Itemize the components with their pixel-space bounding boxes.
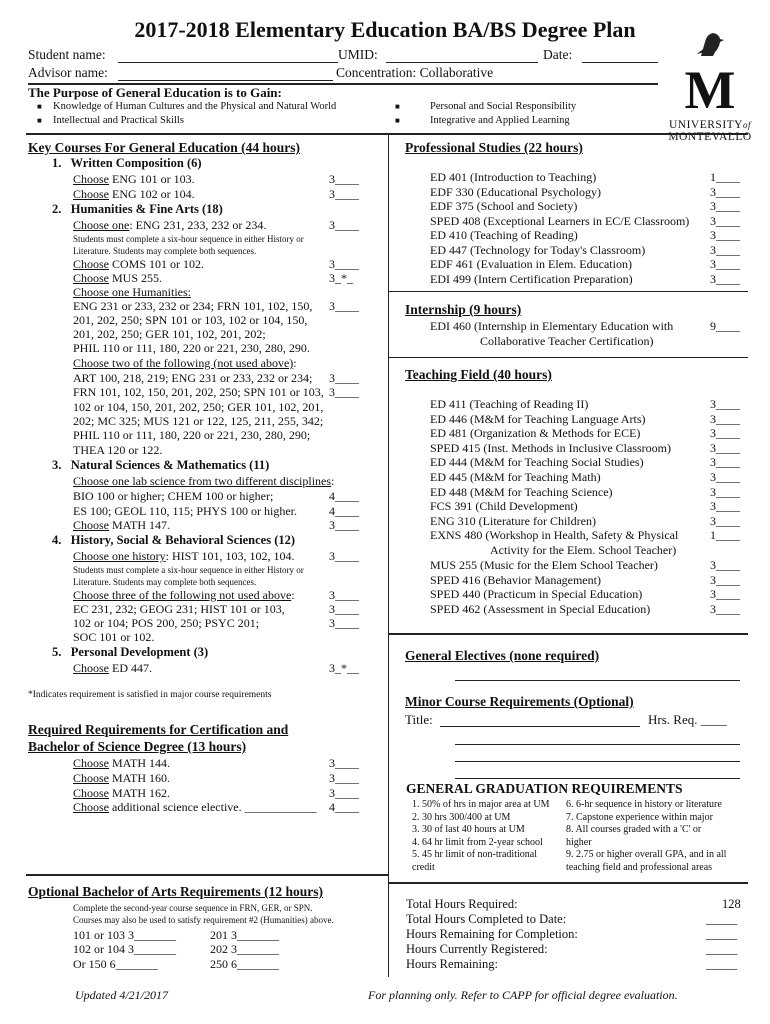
falcon-icon [693,30,727,58]
grad-right-list: 6. 6-hr sequence in history or literature 7. Capstone experience within major 8. All courses graded with a 'C' or higher 9. 2.75 or higher overall GPA, and in all teaching field and professional areas [566,799,727,873]
logo-letter: M [684,60,736,120]
teaching-course-14-credit[interactable]: 3____ [710,601,740,616]
exns-continued: Activity for the Elem. School Teacher) [490,543,677,557]
course-ed447: Choose ED 447. [73,661,152,675]
seq-note-2: Literature. Students may complete both sequences. [73,246,257,256]
umid-label: UMID: [338,47,378,62]
credit-ed447[interactable]: 3_*__ [329,661,359,675]
teaching-course-8: FCS 391 (Child Development) [430,499,578,514]
pd-heading: 5. Personal Development (3) [52,645,209,659]
teaching-course-9-credit[interactable]: 3____ [710,513,740,528]
ba-note-2: Courses may also be used to satisfy requirement #2 (Humanities) above. [73,915,334,925]
teaching-course-10: EXNS 480 (Workshop in Health, Safety & Physical [430,528,679,543]
prof-course-3-credit[interactable]: 3____ [710,199,740,213]
minor-heading: Minor Course Requirements (Optional) [405,694,634,709]
nsm-heading: 3. Natural Sciences & Mathematics (11) [52,458,270,472]
teaching-course-11: MUS 255 (Music for the Elem School Teacher) [430,558,658,572]
cert-heading-2: Bachelor of Science Degree (13 hours) [28,739,247,754]
two-line-2: FRN 101, 102, 150, 201, 202, 250; SPN 101 or 103, [73,385,324,399]
internship-divider [389,291,748,292]
credit-math144[interactable]: 3____ [329,756,359,770]
teaching-course-4: SPED 415 (Inst. Methods in Inclusive Classroom) [430,440,671,455]
student-name-field[interactable] [118,62,338,63]
credit-history[interactable]: 3____ [329,549,359,563]
two-line-4: 202; MC 325; MUS 121 or 122, 125, 211, 255, 342; [73,414,324,428]
concentration-label: Concentration: Collaborative [336,65,494,80]
purpose-bullet-3: ■ Personal and Social Responsibility [395,101,577,112]
two-line-6: THEA 120 or 122. [73,443,163,457]
gen-ed-heading: Key Courses For General Education (44 hours) [28,140,300,155]
advisor-name-field[interactable] [118,80,333,81]
prof-course-6: ED 447 (Technology for Today's Classroom) [430,242,646,257]
two-line-1: ART 100, 218, 219; ENG 231 or 233, 232 or 234; [73,371,313,385]
prof-course-7-credit[interactable]: 3____ [710,257,740,271]
prof-course-3: EDF 375 (School and Society) [430,199,578,213]
course-eng102: Choose ENG 102 or 104. [73,187,195,201]
prof-course-5-credit[interactable]: 3____ [710,228,740,242]
registered-field[interactable]: _____ [706,942,738,956]
ba-col1-3[interactable]: Or 150 6_______ [73,957,158,971]
hum-line-1: ENG 231 or 233, 232 or 234; FRN 101, 102, 150, [73,299,313,313]
cert-heading-1: Required Requirements for Certification and [28,722,289,737]
electives-heading: General Electives (none required) [405,648,600,663]
teaching-course-14: SPED 462 (Assessment in Special Education) [430,601,651,616]
credit-coms[interactable]: 3____ [329,257,359,271]
minor-title-label: Title: [405,712,433,727]
minor-hrs-label[interactable]: Hrs. Req. ____ [648,712,727,727]
teaching-course-10-credit[interactable]: 1____ [710,528,740,543]
internship-line-2: Collaborative Teacher Certification) [480,334,654,348]
prof-course-5: ED 410 (Teaching of Reading) [430,228,578,242]
teaching-course-3: ED 481 (Organization & Methods for ECE) [430,426,641,441]
credit-sci-2[interactable]: 4____ [329,504,359,518]
seq-note-1: Students must complete a six-hour sequence in either History or [73,234,304,244]
credit-science-elective[interactable]: 4____ [329,800,359,814]
course-mus: Choose MUS 255. [73,271,163,285]
internship-heading: Internship (9 hours) [405,302,522,317]
teaching-course-1: ED 411 (Teaching of Reading II) [430,397,589,411]
credit-math162[interactable]: 3____ [329,786,359,800]
two-label: Choose two of the following (not used above): [73,356,297,370]
remaining-completion-label: Hours Remaining for Completion: [406,927,578,941]
teaching-course-8-credit[interactable]: 3____ [710,499,740,514]
teaching-course-5: ED 444 (M&M for Teaching Social Studies) [430,455,644,470]
grad-heading: GENERAL GRADUATION REQUIREMENTS [406,781,683,796]
course-science-elective: Choose additional science elective. ____________ [73,800,317,814]
purpose-bullet-1: ■ Knowledge of Human Cultures and the Physical and Natural World [37,101,337,112]
teaching-course-13: SPED 440 (Practicum in Special Education) [430,587,643,602]
registered-label: Hours Currently Registered: [406,942,548,956]
credit-three-2[interactable]: 3____ [329,602,359,616]
electives-divider [389,633,748,635]
date-label: Date: [543,47,573,62]
teaching-course-7-credit[interactable]: 3____ [710,484,740,499]
credit-three-1[interactable]: 3____ [329,588,359,602]
total-required-value: 128 [722,897,741,911]
ba-col2-2[interactable]: 202 3_______ [210,942,279,956]
teaching-course-13-credit[interactable]: 3____ [710,587,740,602]
teaching-course-6: ED 445 (M&M for Teaching Math) [430,470,601,484]
course-eng101: Choose ENG 101 or 103. [73,172,195,186]
hum-line-3: 201, 202, 250; GER 101, 102, 201, 202; [73,327,266,341]
credit-hfa-one[interactable]: 3____ [329,218,359,232]
purpose-bullet-4: ■ Integrative and Applied Learning [395,115,570,126]
two-line-5: PHIL 110 or 111, 180, 220 or 221, 230, 280, 290; [73,428,311,442]
teaching-course-12: SPED 416 (Behavior Management) [430,572,601,587]
prof-course-8: EDI 499 (Intern Certification Preparation) [430,271,633,286]
hsbs-heading: 4. History, Social & Behavioral Sciences (12) [52,533,296,547]
ba-col1-2[interactable]: 102 or 104 3_______ [73,942,176,956]
prof-course-7: EDF 461 (Evaluation in Elem. Education) [430,257,632,271]
credit-mus[interactable]: 3_*_ [329,271,353,285]
three-line-2: 102 or 104; POS 200, 250; PSYC 201; [73,616,260,630]
wc-heading: 1. Written Composition (6) [52,156,202,170]
advisor-name-label: Advisor name: [28,65,108,80]
teaching-heading: Teaching Field (40 hours) [405,367,552,382]
minor-line-2[interactable] [455,761,740,762]
prof-course-1: ED 401 (Introduction to Teaching) [430,170,597,184]
totals-divider [389,882,748,884]
credit-hum[interactable]: 3____ [329,299,359,313]
seq-note-3: Students must complete a six-hour sequence in either History or [73,565,304,575]
ba-col1-1[interactable]: 101 or 103 3_______ [73,928,176,942]
minor-line-1[interactable] [455,744,740,745]
purpose-heading: The Purpose of General Education is to Gain: [28,85,282,100]
course-history: Choose one history: HIST 101, 103, 102, 104. [73,549,295,563]
logo-line1: UNIVERSITY [668,119,743,131]
ba-col2-1[interactable]: 201 3_______ [210,928,279,942]
minor-line-3[interactable] [455,778,740,779]
two-line-3: 102 or 104, 150, 201, 202, 250; GER 101, 102, 201, [73,400,324,414]
credit-eng102[interactable]: 3____ [329,187,359,201]
course-math160: Choose MATH 160. [73,771,171,785]
credit-math160[interactable]: 3____ [329,771,359,785]
three-line-3: SOC 101 or 102. [73,630,155,644]
teaching-divider [389,357,748,358]
total-completed-label: Total Hours Completed to Date: [406,912,567,926]
ba-col2-3[interactable]: 250 6_______ [210,957,279,971]
teaching-course-11-credit[interactable]: 3____ [710,558,740,572]
umid-field[interactable] [386,62,538,63]
internship-line-1: EDI 460 (Internship in Elementary Education with [430,319,674,333]
teaching-course-4-credit[interactable]: 3____ [710,440,740,455]
course-math147: Choose MATH 147. [73,518,171,532]
ba-note-1: Complete the second-year course sequence in FRN, GER, or SPN. [73,903,313,913]
credit-math147[interactable]: 3____ [329,518,359,532]
logo-line2: MONTEVALLO [668,131,752,143]
credit-internship[interactable]: 9____ [710,319,740,333]
course-hfa-one: Choose one: ENG 231, 233, 232 or 234. [73,218,267,232]
purpose-bullet-2: ■ Intellectual and Practical Skills [37,115,184,126]
credit-sci-1[interactable]: 4____ [329,489,359,503]
date-field[interactable] [582,62,658,63]
minor-title-field[interactable] [440,726,640,727]
sci-line-1: BIO 100 or higher; CHEM 100 or higher; [73,489,274,503]
teaching-course-5-credit[interactable]: 3____ [710,455,740,470]
seq-note-4: Literature. Students may complete both sequences. [73,577,257,587]
footnote: *Indicates requirement is satisfied in major course requirements [28,690,272,700]
logo-of: of [742,120,751,130]
ba-heading: Optional Bachelor of Arts Requirements (12 hours) [28,884,323,899]
prof-course-2-credit[interactable]: 3____ [710,184,740,199]
hfa-heading: 2. Humanities & Fine Arts (18) [52,202,223,216]
remaining-field[interactable]: _____ [706,957,738,971]
credit-two-2[interactable]: 3____ [329,385,359,399]
teaching-course-9: ENG 310 (Literature for Children) [430,513,596,528]
total-required-label: Total Hours Required: [406,897,518,911]
teaching-course-6-credit[interactable]: 3____ [710,470,740,484]
teaching-course-3-credit[interactable]: 3____ [710,426,740,441]
course-coms: Choose COMS 101 or 102. [73,257,205,271]
prof-course-4-credit[interactable]: 3____ [710,213,740,228]
ba-divider [26,874,388,876]
remaining-completion-field[interactable]: _____ [706,927,738,941]
credit-three-3[interactable]: 3____ [329,616,359,630]
credit-eng101[interactable]: 3____ [329,172,359,186]
teaching-course-7: ED 448 (M&M for Teaching Science) [430,484,613,499]
credit-two-1[interactable]: 3____ [329,371,359,385]
prof-course-2: EDF 330 (Educational Psychology) [430,184,601,199]
remaining-label: Hours Remaining: [406,957,499,971]
prof-course-1-credit[interactable]: 1____ [710,170,740,184]
prof-course-6-credit[interactable]: 3____ [710,242,740,257]
column-divider [388,135,389,977]
electives-line[interactable] [455,680,740,681]
hum-line-2: 201, 202, 250; SPN 101 or 103, 102 or 104, 150, [73,313,308,327]
purpose-divider [26,133,748,135]
teaching-course-2-credit[interactable]: 3____ [710,411,740,426]
teaching-course-1-credit[interactable]: 3____ [710,397,740,411]
three-line-1: EC 231, 232; GEOG 231; HIST 101 or 103, [73,602,285,616]
university-logo [665,30,755,143]
course-math144: Choose MATH 144. [73,756,171,770]
lab-label: Choose one lab science from two different disciplines: [73,474,335,488]
prof-course-8-credit[interactable]: 3____ [710,271,740,286]
student-name-label: Student name: [28,47,106,62]
course-math162: Choose MATH 162. [73,786,171,800]
hum-one-label: Choose one Humanities: [73,285,191,299]
total-completed-field[interactable]: _____ [706,912,738,926]
teaching-course-12-credit[interactable]: 3____ [710,572,740,587]
prof-heading: Professional Studies (22 hours) [405,140,583,155]
three-label: Choose three of the following not used above: [73,588,295,602]
updated-date: Updated 4/21/2017 [75,988,168,1002]
sci-line-2: ES 100; GEOL 110, 115; PHYS 100 or higher. [73,504,297,518]
page-title: 2017-2018 Elementary Education BA/BS Degree Plan [134,17,636,42]
planning-note: For planning only. Refer to CAPP for official degree evaluation. [368,988,678,1002]
hum-line-4: PHIL 110 or 111, 180, 220 or 221, 230, 280, 290. [73,341,310,355]
prof-course-4: SPED 408 (Exceptional Learners in EC/E Classroom) [430,213,690,228]
grad-left-list: 1. 50% of hrs in major area at UM 2. 30 hrs 300/400 at UM 3. 30 of last 40 hours at UM 4. 64 hr limit from 2-year school 5. 45 hr limit of non-traditional credit [412,799,550,873]
teaching-course-2: ED 446 (M&M for Teaching Language Arts) [430,411,646,426]
